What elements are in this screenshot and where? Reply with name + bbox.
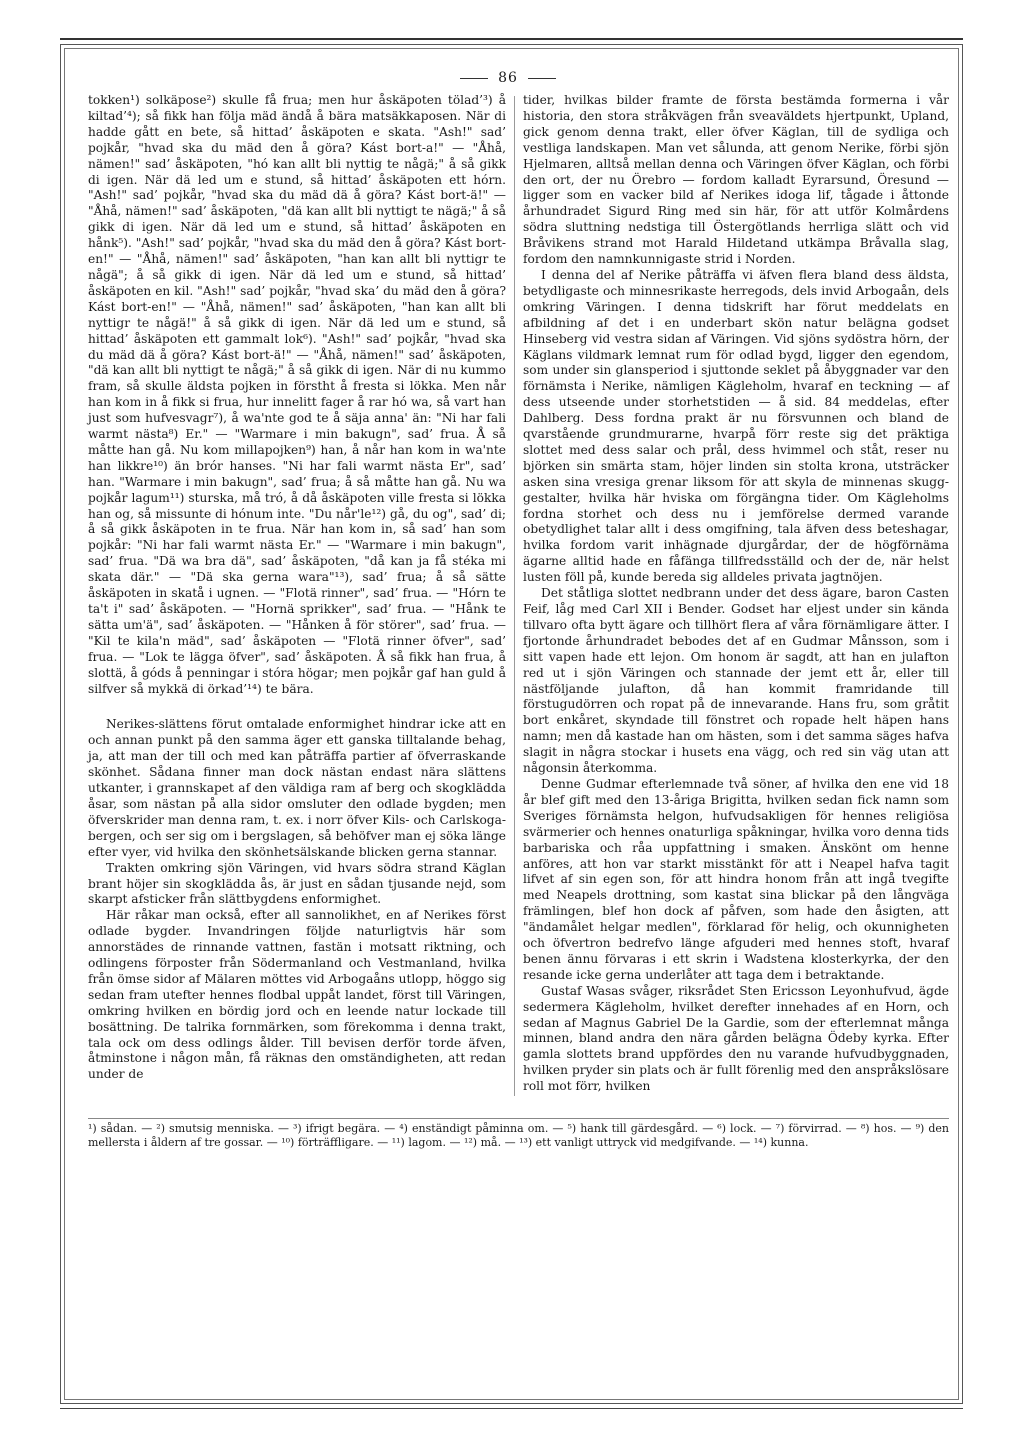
top-border-rule bbox=[60, 38, 963, 40]
paragraph-settlement: Här råkar man också, efter all sannolikhet, en af Nerikes först odlade bygder. Invandringen följde naturligtvis här som annorstädes de rinnande vattnen, fastän i motsatt riktning, och odlingens förposter från Södermanland och Vestmanland, hvilka från ömse sidor af Mälaren möttes vid Arbogaåns utlopp, höggo sig sedan fram utefter hennes flodbal uppåt landet, först till Väringen, omkring hvilken en bördig jord och en leende natur lockade till bosättning. De talrika fornmärken, som förekomma i denna trakt, tala ock om dess odlings ålder. Till bevisen derför torde äfven, åtminstone i någon mån, få räknas den omständigheten, att redan under de bbox=[88, 908, 506, 1082]
paragraph-nerike-plain: Nerikes-slättens förut omtalade enformighet hindrar icke att en och annan punkt på den samma äger ett ganska tilltalande behag, ja, att man der till och med kan påträffa partier af öfverraskande skönhet. Sådana finner man dock nästan endast nära slättens utkanter, i grannskapet af den väldiga ram af berg och skogklädda åsar, som nästan på alla sidor omsluter den odlade bygden; men öfverskrider man denna ram, t. ex. i norr öfver Kils- och Carlskoga-bergen, och ser sig om i bergslagen, så behöfver man ej söka länge efter vyer, vid hvilka den skönhetsälskande blicken gerna stannar. bbox=[88, 717, 506, 859]
footnotes: ¹) sådan. — ²) smutsig menniska. — ³) ifrigt begära. — ⁴) enständigt påminna om. — ⁵) hank till gärdesgård. — ⁶) lock. — ⁷) förvirrad. — ⁸) hos. — ⁹) den mellersta i åldern af tre gossar. — ¹⁰) förträffligare. — ¹¹) lagom. — ¹²) må. — ¹³) ett vanligt uttryck vid medgifvande. — ¹⁴) kunna. bbox=[88, 1122, 949, 1149]
paragraph-gudmar-sons: Denne Gudmar efterlemnade två söner, af hvilka den ene vid 18 år blef gift med den 13-åriga Brigitta, hvilken sedan fick namn som Sveriges förnämsta helgon, hufvudsakligen för hennes religiösa svärmerier och hennes onaturliga spåkningar, hvilka voro denna tids barbariska och råa uppfattning i smaken. Änskönt om henne anföres, att hon var starkt misstänkt för att i Neapel hafva tagit lifvet af sin egen son, för att hindra honom från att ingå tvegifte med Neapels drottning, som kastat sina blickar på den långväga främlingen, blef hon dock af påfven, som hade den åsigten, att "ändamålet helgar medlen", förklarad för helig, och okunnigheten och öfvertron bedrefvo länge afguderi med hennes stoft, hvaraf benen ännu förvaras i ett skrin i Wadstena klosterkyrka, der den resande icke gerna underlåter att taga dem i betraktande. bbox=[523, 776, 950, 982]
paragraph-kagleholm: I denna del af Nerike påträffa vi äfven flera bland dess äldsta, betydligaste och minnesrikaste herregods, dels invid Arbogaån, dels omkring Väringen. I denna tidskrift har förut meddelats en afbildning af det i en underbart skön natur belägna godset Hinseberg vid vestra sidan af Väringen. Vid sjöns sydöstra hörn, der Käglans vildmark lemnat rum för odlad bygd, ligger den egendom, som under sin glansperiod i sjuttonde seklet på åbyggnader var den förnämsta i Nerike, nämligen Kägleholm, hvaraf en teckning — af dess utseende under storhetstiden — å sid. 84 meddelas, efter Dahlberg. Dess fordna prakt är nu försvunnen och bland de qvarstående grundmurarne, hvarpå förr reste sig det präktiga slottet med dess salar och prål, dess hvimmel och ståt, reser nu björken sin smärta stam, höjer linden sin stolta krona, utsträcker asken sina vresiga grenar liksom för att skyla de minnenas skugg-gestalter, hvilka här hviska om förgängna tider. Om Kägleholms fordna storhet och dess nu i jemförelse dermed varande obetydlighet talar allt i dess omgifning, tala äfven dess beteshagar, hvilka fordom varit inhägnade djurgårdar, der de högförnäma ägarne alltid hade en fåfänga tillfredsställd och der de, när helst lusten föll på, kunde bereda sig alldeles privata jagtnöjen. bbox=[523, 267, 949, 585]
right-column bbox=[523, 93, 949, 1095]
paragraph-later-owners: Gustaf Wasas svåger, riksrådet Sten Ericsson Leyonhufvud, ägde sedermera Kägleholm, hvilket derefter innehades af en Horn, och sedan af Magnus Gabriel De la Gardie, som der efterlemnat många minnen, bland andra den nära gården belägna Ödeby kyrka. Efter gamla slottets brand uppfördes den nu varande hufvudbyggnaden, hvilken pryder sin plats och är fullt förenlig med den anspråkslösare roll mot förr, hvilken bbox=[523, 983, 949, 1094]
paragraph-castle-fire: Det ståtliga slottet nedbrann under det dess ägare, baron Casten Feif, låg med Carl XII i Bender. Godset har eljest under sin kända tillvaro ofta bytt ägare och tillhört flera af våra förnämligare ätter. I fjortonde århundradet bebodes det af en Gudmar Månsson, som i sitt vapen hade ett lejon. Om honom är sagdt, att han en julafton red ut i sjön Väringen och stannade der jemt ett år, eller till nästföljande julafton, då han kommit framridande till förstugudörren och ropat på de innevarande. Hans fru, som gråtit bort enkåret, skyndade till fönstret och ropade helt häpen hans namn; men då kastade han om hästen, som i det samma säges hafva slagit in några stockar i husets ena vägg, och red sin väg utan att någonsin återkomma. bbox=[523, 586, 949, 776]
page-number: 86 bbox=[0, 70, 1016, 86]
paragraph-folk-tale: tokken¹) solkäpose²) skulle få frua; men hur åskäpoten tölad’³) å kiltad’⁴); så fikk han följa mäd ändå å bära matsäkkaposen. När di hadde gått en bete, så hittad’ åskäpoten e skata. "Ash!" sad’ pojkår, "hvad ska du mäd den å göra? Kást bort-a!" — "Åhå, nämen!" sad’ åskäpoten, "hó kan allt bli nyttig te någä;" å så gikk di igen. När dä led um e stund, så hittad’ åskäpoten ett hórn. "Ash!" sad’ pojkår, "hvad ska du mäd dä å göra? Kást bort-ä!" — "Åhå, nämen!" sad’ åskäpoten, "dä kan allt bli nyttigt te nägä;" å så gikk di igen. När dä led um e stund, så hittad’ åskäpoten en hånk⁵). "Ash!" sad’ pojkår, "hvad ska du mäd den å göra? Kást bort-en!" — "Åhå, nämen!" sad’ åskäpoten, "han kan allt bli nyttigr te någä"; å så gikk di igen. När dä led um e stund, så hittad’ åskäpoten en kil. "Ash!" sad’ pojkår, "hvad ska’ du mäd den å göra? Kást bort-en!" — "Åhå, nämen!" sad’ åskäpoten, "han kan allt bli nyttigr te någä!" å så gikk di igen. När dä led um e stund, så hittad’ åskäpoten ett gammalt lok⁶). "Ash!" sad’ pojkår, "hvad ska du mäd dä å göra? Kást bort-ä!" — "Åhå, nämen!" sad’ åskäpoten, "dä kan allt bli nyttigt te någä;" å så gikk di igen. När di nu kummo fram, så skulle äldsta pojken in förstht å fresta si lökka. Men når han kom in å fikk si frua, hur innelitt fager å rar hó wa, så vart han just som hufvesvagr⁷), å wa'nte god te å säja anna' än: "Ni har fali warmt nästa⁸) Er." — "Warmare i min bakugn", sad’ frua. Å så måtte han gå. Nu kom millapojken⁹) han, å når han kom in wa'nte han likkre¹⁰) än brór hanses. "Ni har fali warmt nästa Er", sad’ han. "Warmare i min bakugn", sad’ frua; å så måtte han gå. Nu wa pojkår lagum¹¹) sturska, må tró, å då åskäpoten ville fresta si lökka han og, så missunte di hónum inte. "Du når'le¹²) gå, du og", sad’ di; å så gikk åskäpoten in te frua. När han kom in, så sad’ han som pojkår: "Ni har fali warmt nästa Er." — "Warmare i min bakugn", sad’ frua. "Dä wa bra dä", sad’ åskäpoten, "då kan ja få stéka mi skata där." — "Dä ska gerna wara"¹³), sad’ frua; å så sätte åskäpoten in skatå i ugnen. — "Flotä rinner", sad’ frua. — "Hórn te ta't i" sad’ åskäpoten. — "Hornä sprikker", sad’ frua. — "Hånk te sätta um'ä", sad’ åskäpoten. — "Hånken å för störer", sad’ frua. — "Kil te kila'n mäd", sad’ åskäpoten — "Flotä rinner öfver", sad’ frua. — "Lok te lägga öfver", sad’ åskäpoten. Å så fikk han frua, å slottä, å góds å penningar i stóra högar; men pojkår gaf han guld å silfver så mykkä di örkad’¹⁴) te bära. bbox=[88, 93, 506, 696]
column-divider bbox=[514, 96, 515, 1096]
paragraph-varingen: Trakten omkring sjön Väringen, vid hvars södra strand Käglan brant höjer sin skogklädda ås, är just en sådan tjusande nejd, som skarpt afsticker från slättbygdens enformighet. bbox=[88, 860, 506, 907]
paragraph-trade-route: tider, hvilkas bilder framte de första bestämda formerna i vår historia, den stora stråkvägen från sveaväldets hjertpunkt, Upland, gick genom denna trakt, eller öfver Käglan, till de sydliga och vestliga landskapen. Man vet sålunda, att genom Nerike, förbi sjön Hjelmaren, alltså mellan denna och Väringen öfver Käglan, och förbi den ort, der nu Örebro — fordom kalladt Eyrarsund, Öresund — ligger som en vacker bild af Nerikes idoga lif, tågade i åttonde århundradet Sigurd Ring med sin här, för att utför Kolmårdens södra sluttning nedstiga till Östergötlands herrliga slätt och vid Bråvikens strand mot Harald Hildetand utkämpa Bråvalla slag, fordom den namnkunnigaste strid i Norden. bbox=[523, 93, 949, 267]
footnote-divider bbox=[88, 1118, 949, 1119]
left-column bbox=[88, 93, 506, 1083]
bottom-border-rule bbox=[60, 1408, 963, 1409]
